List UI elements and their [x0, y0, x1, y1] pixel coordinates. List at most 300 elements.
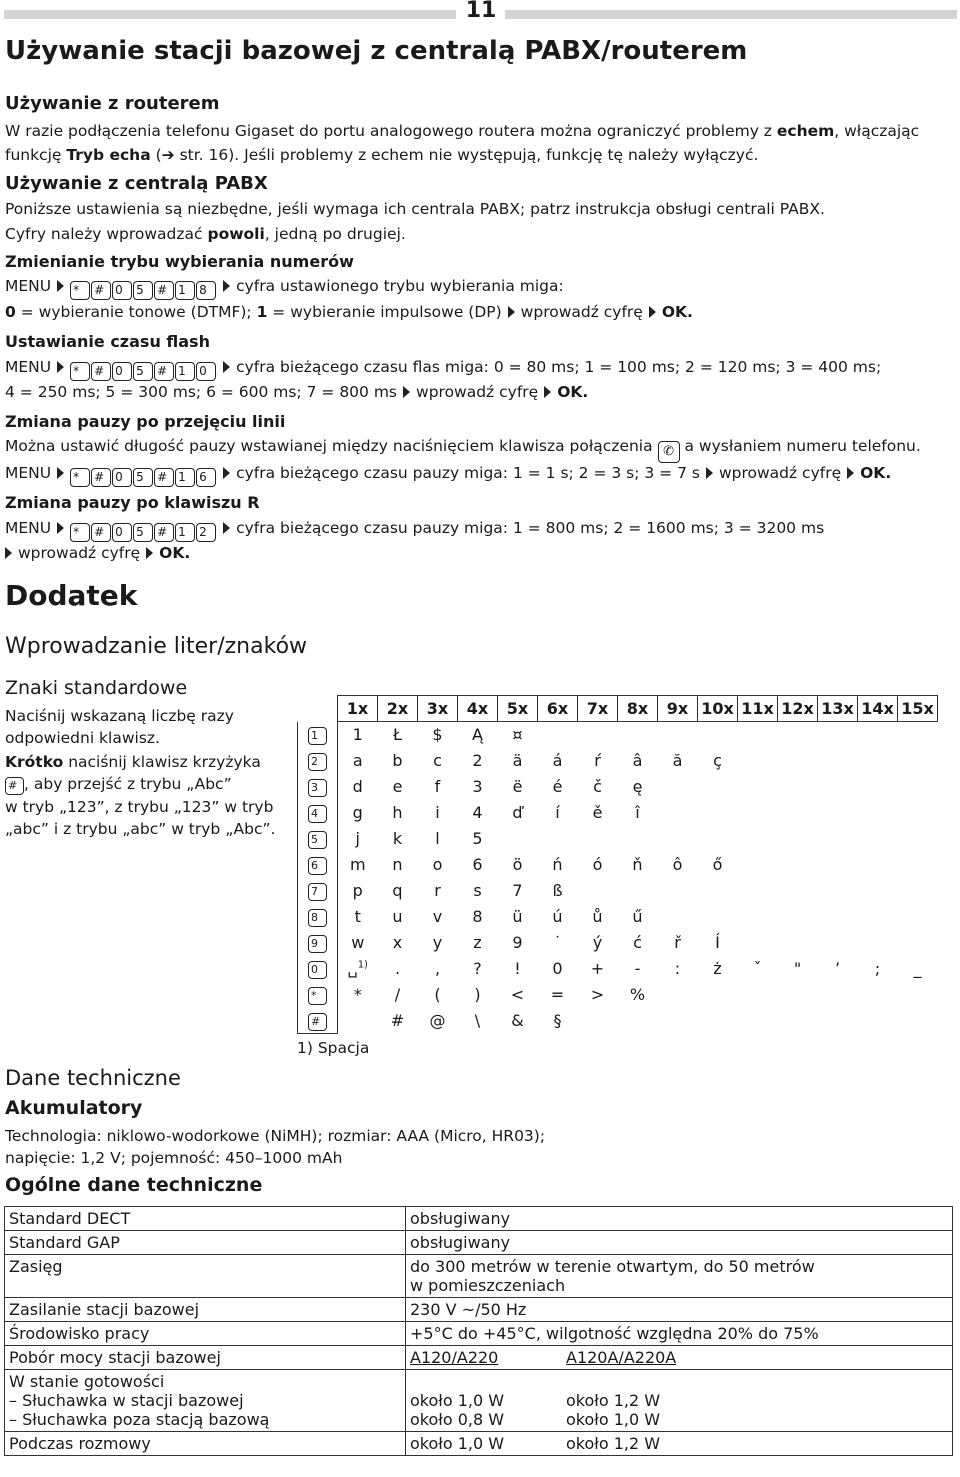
key-8: 8 [196, 281, 216, 300]
char-cell: o [432, 855, 443, 874]
char-cell [778, 1008, 818, 1034]
key-star: * [70, 362, 90, 381]
std-p1-l2: odpowiedni klawisz. [5, 729, 160, 747]
dial-mode-line-1: MENU * # 0 5 # 1 8 cyfra ustawionego trybu wybierania miga: [5, 276, 564, 300]
flash-heading: Ustawianie czasu flash [5, 332, 210, 351]
table-row [298, 748, 938, 774]
char-cell [898, 722, 938, 748]
char-cell: ) [474, 985, 481, 1004]
char-cell [698, 774, 738, 800]
char-cell: j [355, 829, 360, 848]
arrow-right-icon [544, 386, 551, 398]
general-heading: Ogólne dane techniczne [5, 1174, 263, 1196]
table-row [298, 878, 938, 904]
key-8-icon: 8 [308, 909, 327, 927]
key-9-icon: 9 [308, 935, 327, 953]
key-0-icon: 0 [308, 961, 327, 979]
char-cell [338, 1008, 378, 1034]
key-3-icon: 3 [308, 779, 327, 797]
arrow-right-icon [649, 306, 656, 318]
char-cell: ¤ [512, 725, 523, 745]
char-cell [738, 904, 778, 930]
char-cell: y [432, 933, 443, 952]
char-cell [898, 800, 938, 826]
pause-line-line-1: Można ustawić długość pauzy wstawianej między naciśnięciem klawisza połączenia ✆ a wysłaniem numeru telefonu. [5, 436, 921, 463]
key-1: 1 [175, 281, 195, 300]
char-cell [658, 800, 698, 826]
char-cell [778, 930, 818, 956]
char-cell [778, 878, 818, 904]
char-cell: w [351, 933, 365, 952]
char-cell [578, 826, 618, 852]
char-cell: f [434, 777, 441, 796]
char-cell [618, 878, 658, 904]
char-cell: : [674, 959, 681, 978]
char-cell: # [390, 1011, 405, 1030]
std-p2-l2: # , aby przejść z trybu „Abc” [5, 774, 232, 795]
char-cell: ă [672, 751, 683, 770]
char-cell: 7 [512, 881, 523, 900]
battery-line-2: napięcie: 1,2 V; pojemność: 450–1000 mAh [5, 1149, 343, 1167]
char-cell [778, 904, 818, 930]
char-cell [738, 748, 778, 774]
char-cell [578, 722, 618, 748]
char-cell [658, 826, 698, 852]
arrow-right-icon [706, 467, 713, 479]
char-cell: ú [552, 907, 563, 926]
char-cell [898, 982, 938, 1008]
char-cell: ň [632, 855, 643, 874]
char-cell [858, 722, 898, 748]
footnote-marker: 1) [357, 959, 368, 971]
char-cell: 9 [512, 933, 523, 952]
router-line-1: W razie podłączenia telefonu Gigaset do portu analogowego routera można ograniczyć problemy z echem, włączając [5, 122, 920, 140]
char-cell [898, 930, 938, 956]
dial-mode-heading: Zmienianie trybu wybierania numerów [5, 252, 354, 271]
char-cell: r [434, 881, 441, 900]
table-row [298, 930, 938, 956]
key-6-icon: 6 [308, 857, 327, 875]
char-cell: ő [712, 855, 723, 874]
char-cell [698, 878, 738, 904]
char-cell [738, 800, 778, 826]
battery-heading: Akumulatory [5, 1097, 143, 1119]
char-cell [658, 722, 698, 748]
key-0: 0 [112, 468, 132, 487]
table-row [298, 852, 938, 878]
key-hash-icon: # [308, 1013, 327, 1031]
key-hash: # [91, 281, 111, 300]
table-row: W stanie gotowości – Słuchawka w stacji bazowej – Słuchawka poza stacją bazową około 1,0 W około 1,2 W około 0,8 W około 1,0 W [5, 1370, 953, 1432]
char-cell: @ [429, 1011, 446, 1030]
char-cell: č [593, 777, 602, 796]
battery-line-1: Technologia: niklowo-wodorkowe (NiMH); rozmiar: AAA (Micro, HR03); [5, 1127, 546, 1145]
char-cell [778, 800, 818, 826]
char-cell [898, 878, 938, 904]
char-cell [658, 982, 698, 1008]
table-row [298, 774, 938, 800]
char-cell: 4 [472, 803, 483, 822]
char-cell: h [392, 803, 403, 822]
arrow-right-icon [223, 280, 230, 292]
char-cell: = [550, 985, 565, 1004]
page-number: 11 [465, 0, 497, 23]
char-cell: \ [474, 1011, 481, 1030]
char-cell: < [510, 985, 525, 1004]
arrow-right-icon [223, 522, 230, 534]
key-5: 5 [133, 523, 153, 542]
char-cell: ä [512, 751, 523, 770]
char-cell: > [590, 985, 605, 1004]
char-cell [818, 930, 858, 956]
table-row [298, 722, 938, 748]
char-cell: ö [512, 855, 523, 874]
char-cell [818, 800, 858, 826]
char-cell: ě [592, 803, 603, 822]
phone-handset-icon: ✆ [658, 441, 680, 463]
char-cell [658, 1008, 698, 1034]
char-cell: 2 [472, 751, 483, 770]
key-star: * [70, 468, 90, 487]
key-hash: # [154, 362, 174, 381]
arrow-right-icon [57, 280, 64, 292]
char-cell: k [392, 829, 403, 848]
key-5: 5 [133, 468, 153, 487]
arrow-right-icon [146, 547, 153, 559]
key-6: 6 [196, 468, 216, 487]
table-row [298, 956, 938, 982]
char-cell: ô [672, 855, 683, 874]
char-cell [858, 774, 898, 800]
table-row [298, 982, 938, 1008]
column-header: 10x [698, 696, 738, 722]
char-cell: . [394, 959, 401, 978]
char-cell [778, 982, 818, 1008]
column-header: 7x [578, 696, 618, 722]
char-cell: Ą [472, 725, 483, 745]
char-cell: q [392, 881, 403, 900]
column-header: 6x [538, 696, 578, 722]
char-cell: 3 [472, 777, 483, 796]
char-cell: u [392, 907, 403, 926]
char-cell [898, 826, 938, 852]
char-cell: p [352, 881, 363, 900]
table-row [298, 800, 938, 826]
arrow-right-icon [5, 547, 12, 559]
char-cell: ü [512, 907, 523, 926]
key-2-icon: 2 [308, 753, 327, 771]
std-chars-heading: Znaki standardowe [5, 677, 188, 699]
appendix-title: Dodatek [5, 579, 138, 612]
char-cell [818, 722, 858, 748]
char-cell [898, 852, 938, 878]
char-cell [698, 904, 738, 930]
char-cell: ; [874, 959, 881, 978]
char-cell [738, 722, 778, 748]
key-hash: # [154, 281, 174, 300]
char-cell: 5 [472, 829, 483, 848]
char-cell: " [793, 959, 802, 978]
char-cell [618, 826, 658, 852]
character-table [297, 695, 938, 1034]
char-cell: * [353, 985, 362, 1004]
table-row: Zasięg do 300 metrów w terenie otwartym, do 50 metrów w pomieszczeniach [5, 1255, 953, 1298]
char-cell [698, 826, 738, 852]
key-star: * [70, 523, 90, 542]
char-cell [498, 826, 538, 852]
table-row [298, 904, 938, 930]
std-p2-l4: „abc” i z trybu „abc” w tryb „Abc”. [5, 820, 276, 838]
char-cell [738, 1008, 778, 1034]
char-cell [898, 748, 938, 774]
char-cell [818, 982, 858, 1008]
table-row [298, 1008, 938, 1034]
char-cell [738, 852, 778, 878]
char-cell [778, 852, 818, 878]
char-cell [778, 722, 818, 748]
char-cell [778, 826, 818, 852]
char-cell: ű [632, 907, 643, 926]
key-hash: # [154, 468, 174, 487]
char-cell [818, 904, 858, 930]
char-cell [698, 800, 738, 826]
char-cell [778, 748, 818, 774]
char-cell: m [349, 855, 366, 874]
table-row [298, 826, 938, 852]
key-0: 0 [112, 362, 132, 381]
header-bar-left [4, 10, 456, 19]
char-cell: â [632, 751, 643, 770]
char-cell: % [629, 985, 646, 1004]
char-cell [818, 774, 858, 800]
char-cell: ß [552, 881, 563, 900]
dial-mode-line-2: 0 = wybieranie tonowe (DTMF); 1 = wybieranie impulsowe (DP) wprowadź cyfrę OK. [5, 303, 693, 321]
char-cell: ! [514, 959, 521, 978]
char-cell: b [392, 751, 403, 770]
key-hash: # [91, 362, 111, 381]
key-hash: # [154, 523, 174, 542]
char-cell [858, 904, 898, 930]
arrow-right-icon [508, 306, 515, 318]
router-line-2: funkcję Tryb echa (➔ str. 16). Jeśli problemy z echem nie występują, funkcję tę należy wyłączyć. [5, 146, 759, 164]
char-cell: ? [473, 959, 482, 978]
char-cell: 1 [352, 725, 363, 745]
char-cell [778, 774, 818, 800]
flash-line-1: MENU * # 0 5 # 1 0 cyfra bieżącego czasu flas miga: 0 = 80 ms; 1 = 100 ms; 2 = 120 ms; 3 = 400 ms; [5, 357, 881, 381]
column-header: 2x [378, 696, 418, 722]
char-cell: 6 [472, 855, 483, 874]
key-hash: # [91, 468, 111, 487]
char-cell: ( [434, 985, 441, 1004]
char-cell: ë [512, 777, 523, 796]
char-cell: ’ [834, 959, 841, 978]
pabx-heading: Używanie z centralą PABX [5, 173, 268, 194]
char-cell: + [590, 959, 605, 978]
std-p1-l1: Naciśnij wskazaną liczbę razy [5, 707, 234, 725]
char-cell [658, 774, 698, 800]
char-cell: l [435, 829, 440, 848]
column-header: 4x [458, 696, 498, 722]
char-cell: x [392, 933, 403, 952]
char-cell [818, 826, 858, 852]
table-row: Podczas rozmowy około 1,0 W około 1,2 W [5, 1432, 953, 1456]
char-cell: _ [913, 959, 922, 978]
arrow-right-icon [223, 361, 230, 373]
key-star: * [70, 281, 90, 300]
char-cell [858, 878, 898, 904]
key-0: 0 [112, 281, 132, 300]
tech-table [4, 1206, 953, 1456]
char-cell: ć [633, 933, 642, 952]
arrow-right-icon [57, 467, 64, 479]
char-cell: Í [715, 933, 720, 952]
char-cell [858, 800, 898, 826]
char-cell: ę [632, 777, 643, 796]
char-cell: ŕ [594, 751, 601, 770]
char-cell: z [473, 933, 482, 952]
char-cell: v [432, 907, 443, 926]
pause-r-line-2: wprowadź cyfrę OK. [5, 543, 190, 563]
char-cell: - [634, 959, 641, 978]
char-cell: c [433, 751, 442, 770]
char-cell: 0 [552, 959, 563, 978]
char-cell: & [511, 1011, 524, 1030]
column-header: 9x [658, 696, 698, 722]
key-2: 2 [196, 523, 216, 542]
hash-key-icon: # [5, 777, 24, 795]
char-cell: e [392, 777, 403, 796]
char-cell [738, 930, 778, 956]
key-1: 1 [175, 362, 195, 381]
char-cell: é [552, 777, 563, 796]
char-cell: d [352, 777, 363, 796]
char-cell [578, 878, 618, 904]
column-header: 8x [618, 696, 658, 722]
char-cell: ç [713, 751, 722, 770]
char-cell: ˇ [753, 959, 762, 978]
char-cell: ó [592, 855, 603, 874]
router-heading: Używanie z routerem [5, 93, 220, 114]
char-cell [898, 774, 938, 800]
char-cell: ý [592, 933, 603, 952]
key-5: 5 [133, 281, 153, 300]
char-cell: ␣$^{1)}$ [347, 959, 368, 978]
table-row: Pobór mocy stacji bazowej A120/A220 A120A/A220A [5, 1346, 953, 1370]
flash-line-2: 4 = 250 ms; 5 = 300 ms; 6 = 600 ms; 7 = 800 ms wprowadź cyfrę OK. [5, 383, 589, 401]
key-1: 1 [175, 468, 195, 487]
footnote: 1) Spacja [297, 1039, 370, 1057]
pause-r-heading: Zmiana pauzy po klawiszu R [5, 493, 260, 512]
table-row: Środowisko pracy +5°C do +45°C, wilgotność względna 20% do 75% [5, 1322, 953, 1346]
char-cell: î [635, 803, 640, 822]
char-cell [698, 722, 738, 748]
char-cell [858, 1008, 898, 1034]
menu-label: MENU [5, 277, 52, 295]
char-cell: t [354, 907, 361, 926]
char-cell: a [352, 751, 363, 770]
header-bar-right [505, 10, 957, 19]
char-cell: / [394, 985, 401, 1004]
arrow-right-icon [223, 467, 230, 479]
appendix-subtitle: Wprowadzanie liter/znaków [5, 634, 308, 659]
char-cell [818, 852, 858, 878]
char-cell [698, 1008, 738, 1034]
char-cell [698, 982, 738, 1008]
char-cell [578, 1008, 618, 1034]
key-4-icon: 4 [308, 805, 327, 823]
column-header: 15x [898, 696, 938, 722]
column-header: 1x [338, 696, 378, 722]
char-cell [618, 722, 658, 748]
tech-heading: Dane techniczne [5, 1066, 181, 1090]
table-row: Zasilanie stacji bazowej 230 V ~/50 Hz [5, 1298, 953, 1322]
key-0: 0 [112, 523, 132, 542]
pabx-line-2: Cyfry należy wprowadzać powoli, jedną po drugiej. [5, 225, 406, 243]
char-cell [538, 826, 578, 852]
key-1-icon: 1 [308, 727, 327, 745]
pabx-line-1: Poniższe ustawienia są niezbędne, jeśli wymaga ich centrala PABX; patrz instrukcja obsługi centrali PABX. [5, 200, 825, 218]
column-header: 13x [818, 696, 858, 722]
pause-line-line-2: MENU * # 0 5 # 1 6 cyfra bieżącego czasu pauzy miga: 1 = 1 s; 2 = 3 s; 3 = 7 s wprowadź cyfrę OK. [5, 463, 891, 487]
key-5: 5 [133, 362, 153, 381]
key-7-icon: 7 [308, 883, 327, 901]
char-cell: i [435, 803, 440, 822]
char-cell [818, 748, 858, 774]
key-1: 1 [175, 523, 195, 542]
char-cell [858, 930, 898, 956]
char-cell: $ [432, 725, 443, 745]
std-p2-l1: Krótko naciśnij klawisz krzyżyka [5, 753, 261, 771]
char-cell: Ł [393, 725, 402, 745]
column-header: 12x [778, 696, 818, 722]
column-header: 3x [418, 696, 458, 722]
char-cell: ř [674, 933, 681, 952]
char-cell [898, 904, 938, 930]
char-cell: 8 [472, 907, 483, 926]
arrow-right-icon [847, 467, 854, 479]
key-hash: # [91, 523, 111, 542]
char-cell: s [473, 881, 482, 900]
char-cell [818, 878, 858, 904]
pause-line-heading: Zmiana pauzy po przejęciu linii [5, 412, 286, 431]
column-header: 14x [858, 696, 898, 722]
arrow-right-icon [403, 386, 410, 398]
char-cell: ń [552, 855, 563, 874]
char-cell: ů [592, 907, 603, 926]
column-header: 5x [498, 696, 538, 722]
key-0: 0 [196, 362, 216, 381]
char-cell [818, 1008, 858, 1034]
std-p2-l3: w tryb „123”, z trybu „123” w tryb [5, 798, 274, 816]
char-cell: ż [713, 959, 722, 978]
pause-r-line-1: MENU * # 0 5 # 1 2 cyfra bieżącego czasu pauzy miga: 1 = 800 ms; 2 = 1600 ms; 3 = 3200 ms [5, 518, 824, 542]
char-cell [738, 774, 778, 800]
page-title: Używanie stacji bazowej z centralą PABX/routerem [5, 36, 748, 66]
char-cell: g [352, 803, 363, 822]
char-cell [618, 1008, 658, 1034]
char-cell [858, 748, 898, 774]
arrow-right-icon [57, 361, 64, 373]
char-cell [738, 826, 778, 852]
char-cell [858, 826, 898, 852]
key-star-icon: * [308, 987, 327, 1005]
char-cell [538, 722, 578, 748]
char-cell [858, 982, 898, 1008]
char-cell [898, 1008, 938, 1034]
char-cell [658, 878, 698, 904]
char-cell: ˙ [553, 933, 562, 952]
column-header: 11x [738, 696, 778, 722]
